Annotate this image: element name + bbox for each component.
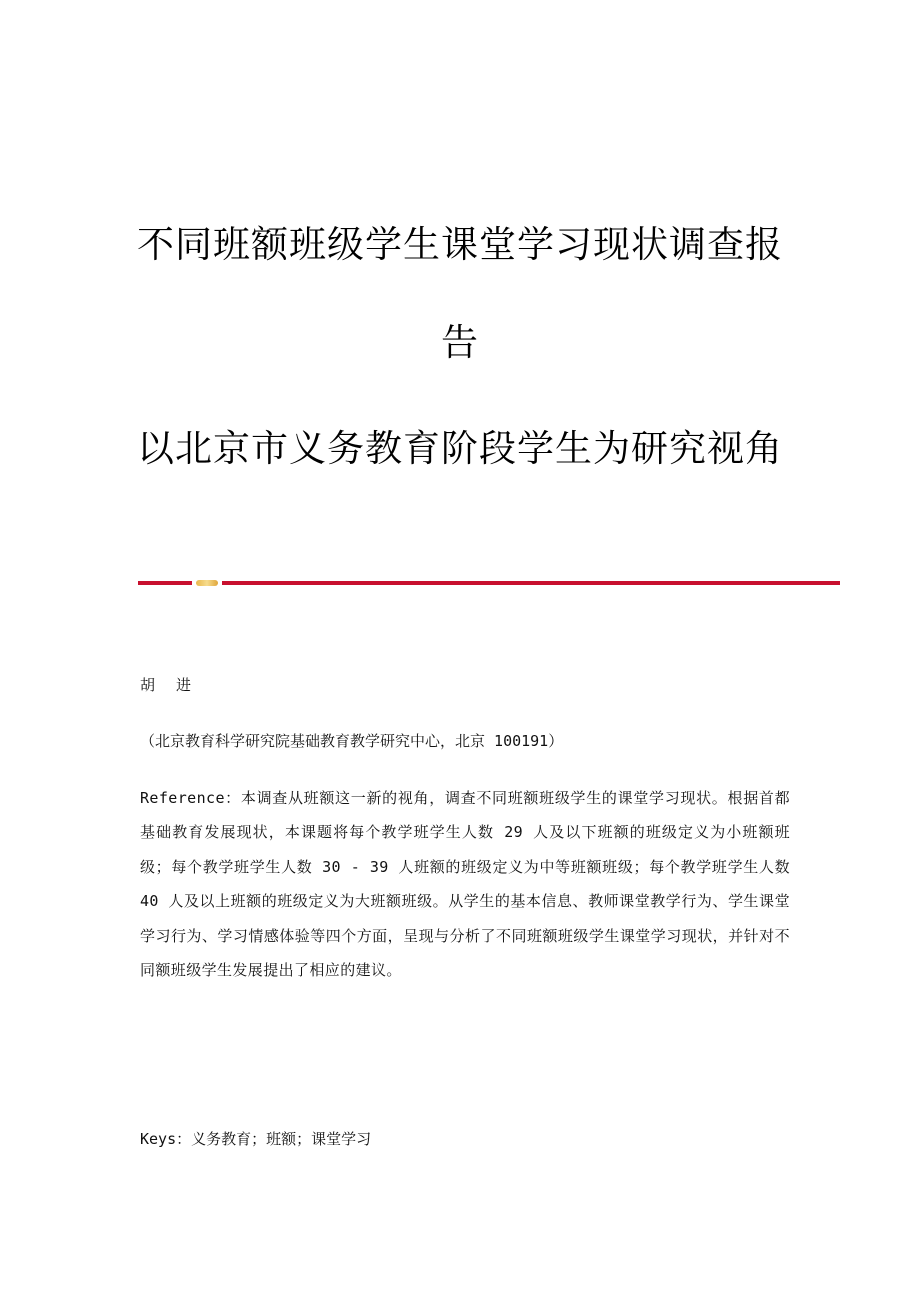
keywords-line: Keys：义务教育；班额；课堂学习 (140, 1130, 372, 1148)
title-divider (138, 581, 840, 585)
document-subtitle: 以北京市义务教育阶段学生为研究视角 (137, 427, 783, 470)
author-affiliation: （北京教育科学研究院基础教育教学研究中心，北京 100191） (140, 732, 564, 750)
author-name: 胡 进 (140, 676, 198, 694)
divider-right-bar (222, 581, 840, 585)
document-title-line-2: 告 (441, 321, 479, 364)
document-title-line-1: 不同班额班级学生课堂学习现状调查报 (137, 223, 783, 266)
divider-left-bar (138, 581, 192, 585)
abstract-paragraph: Reference：本调查从班额这一新的视角，调查不同班额班级学生的课堂学习现状。根据首都基础教育发展现状，本课题将每个教学班学生人数 29 人及以下班额的班级定义为小班额班级；每个教学班学生人数 30 - 39 人班额的班级定义为中等班额班级；每个教学班学生人数 40 人及以上班额的班级定义为大班额班级。从学生的基本信息、教师课堂教学行为、学生课堂学习行为、学习情感体验等四个方面，呈现与分析了不同班额班级学生课堂学习现状，并针对不同额班级学生发展提出了相应的建议。 (140, 789, 790, 980)
divider-ornament-icon (196, 580, 218, 586)
